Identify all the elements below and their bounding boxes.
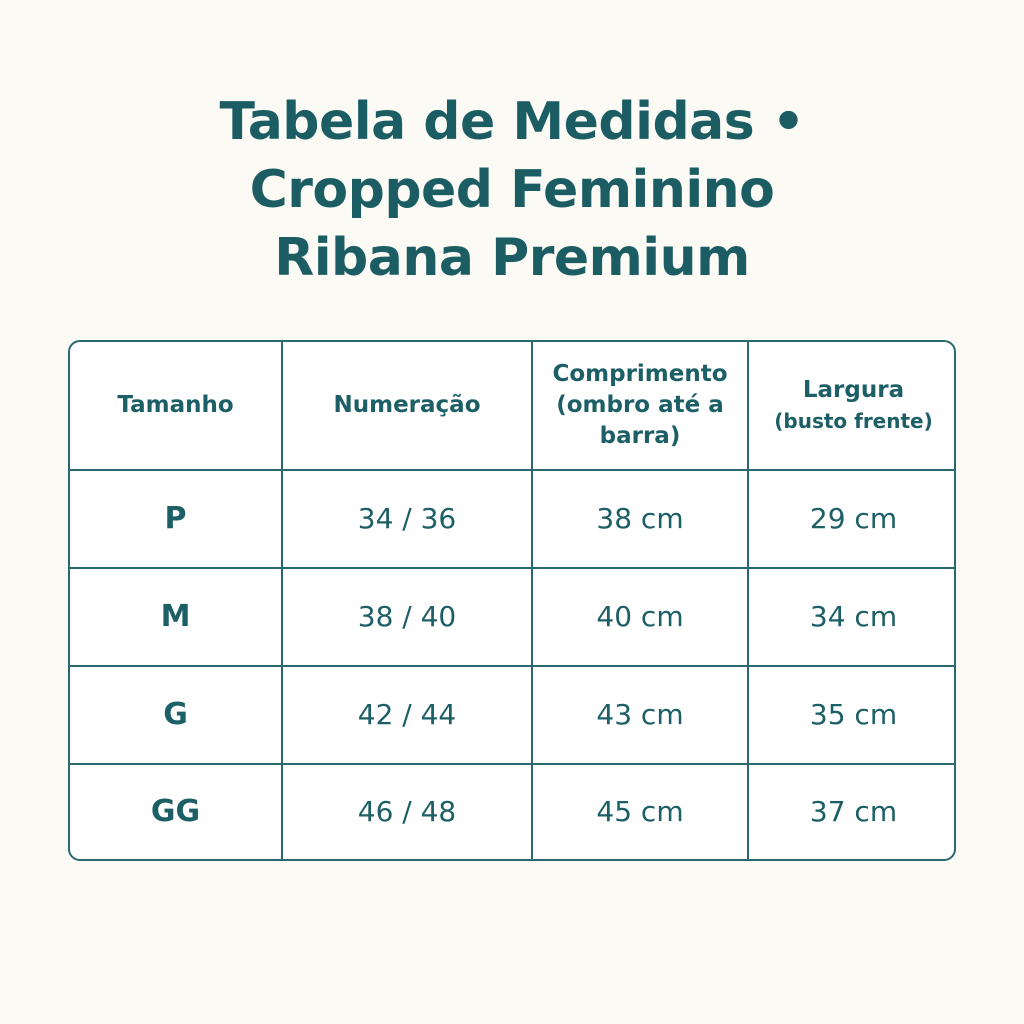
cell-comprimento: 45 cm [532, 764, 748, 859]
header-numeracao-label: Numeração [333, 392, 481, 418]
table-row [70, 666, 956, 764]
cell-numeracao: 42 / 44 [282, 666, 532, 764]
size-table [68, 340, 956, 861]
header-comprimento [532, 342, 748, 470]
header-tamanho [70, 342, 282, 470]
cell-comprimento: 40 cm [532, 568, 748, 666]
table-row [70, 764, 956, 859]
cell-tamanho: GG [70, 764, 282, 859]
table-row [70, 568, 956, 666]
cell-largura: 37 cm [748, 764, 956, 859]
cell-tamanho: G [70, 666, 282, 764]
title-line-1: Tabela de Medidas • [219, 92, 805, 152]
header-numeracao [282, 342, 532, 470]
cell-numeracao: 34 / 36 [282, 470, 532, 568]
header-largura-label: Largura [802, 376, 905, 403]
cell-largura: 35 cm [748, 666, 956, 764]
cell-tamanho: M [70, 568, 282, 666]
title-line-3: Ribana Premium [274, 228, 750, 288]
table-row [70, 470, 956, 568]
header-comprimento-label: Comprimento (ombro até a barra) [552, 361, 728, 449]
cell-comprimento: 43 cm [532, 666, 748, 764]
title-line-2: Cropped Feminino [249, 160, 775, 220]
cell-largura: 34 cm [748, 568, 956, 666]
cell-comprimento: 38 cm [532, 470, 748, 568]
cell-largura: 29 cm [748, 470, 956, 568]
header-largura [748, 342, 956, 470]
header-largura-sub: (busto frente) [774, 408, 933, 433]
cell-numeracao: 46 / 48 [282, 764, 532, 859]
cell-tamanho: P [70, 470, 282, 568]
cell-numeracao: 38 / 40 [282, 568, 532, 666]
page-title [0, 88, 1024, 292]
table-header-row [70, 342, 956, 470]
header-tamanho-label: Tamanho [117, 392, 234, 418]
